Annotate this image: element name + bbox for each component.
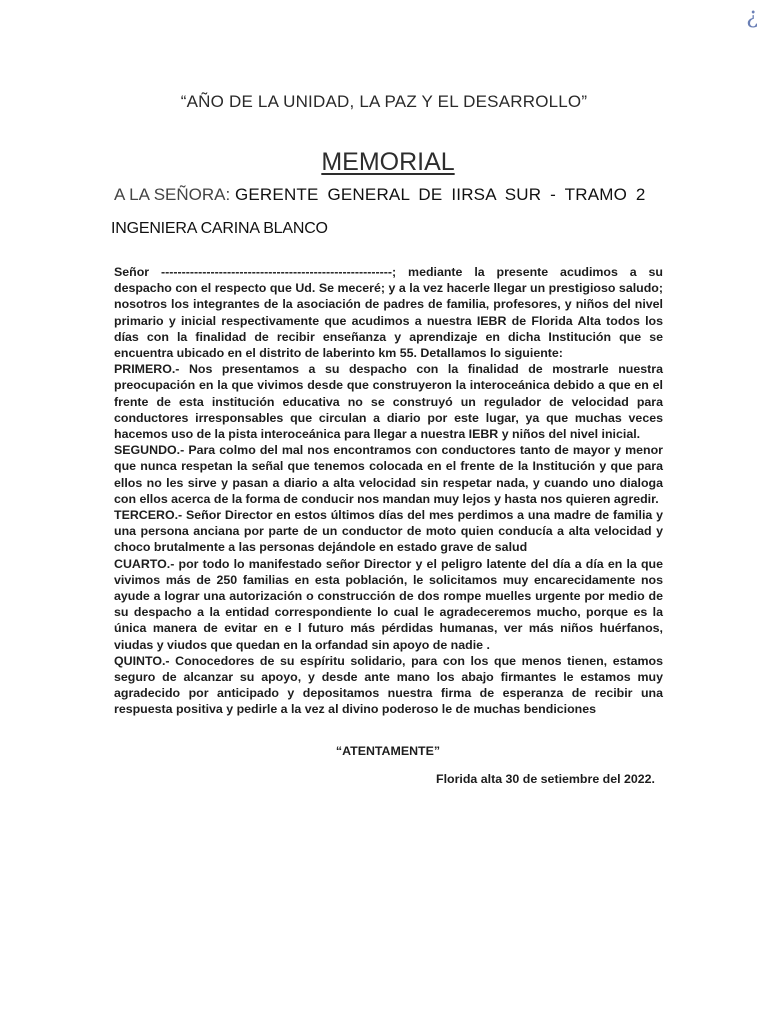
section-primero bbox=[114, 361, 663, 442]
addressee-target: GERENTE GENERAL DE IIRSA SUR - TRAMO 2 bbox=[234, 185, 646, 204]
corner-mark: ¿ bbox=[746, 4, 758, 29]
section-text: Para colmo del mal nos encontramos con conductores tanto de mayor y menor que nunca respetan la señal que tenemos colocada en el frente de la Institución y que para ellos no les sirve y pasan a diario a alta velocidad sin respetar nada, y cuando uno dialoga con ellos acerca de la forma de conducir nos mandan muy lejos y hasta nos quieren agredir. bbox=[114, 443, 663, 506]
recipient-name: INGENIERA CARINA BLANCO bbox=[111, 220, 328, 237]
year-motto: “AÑO DE LA UNIDAD, LA PAZ Y EL DESARROLLO” bbox=[180, 92, 588, 111]
letter-body bbox=[114, 264, 663, 718]
section-cuarto bbox=[114, 556, 663, 653]
section-text: Nos presentamos a su despacho con la finalidad de mostrarle nuestra preocupación en la que vivimos desde que construyeron la interoceánica debido a que en el frente de esta institución educativa no se construyó un regulador de velocidad para conductores irresponsables que circulan a diario por este lugar, ya que muchas veces hacemos uso de la pista interoceánica para llegar a nuestra IEBR y niños del nivel inicial. bbox=[114, 362, 663, 442]
section-emphasis: dos rompe muelles urgente bbox=[417, 589, 581, 604]
closing-salutation: “ATENTAMENTE” bbox=[335, 744, 441, 758]
section-segundo bbox=[114, 442, 663, 507]
section-quinto bbox=[114, 653, 663, 718]
document-title: MEMORIAL bbox=[321, 148, 455, 176]
addressee-line bbox=[114, 185, 646, 205]
section-heading: CUARTO.- bbox=[114, 556, 175, 571]
section-text: por todo lo manifestado señor Director y el peligro latente del día a día en la que vivimos más de 250 familias en esta población, le solicitamos muy encarecidamente nos ayude a lograr una autorización o construcción de bbox=[114, 556, 663, 604]
section-text: Señor Director en estos últimos días del mes perdimos a una madre de familia y una persona anciana por parte de un conductor de moto quien conducía a alta velocidad y choco brutalmente a las personas dejándole en estado grave de salud bbox=[114, 508, 663, 555]
section-tercero bbox=[114, 507, 663, 556]
intro-paragraph: Señor --------------------------------------------------------; mediante la presente acudimos a su despacho con el respecto que Ud. Se meceré; y a la vez hacerle llegar un prestigioso saludo; nosotros los integrantes de la asociación de padres de familia, profesores, y niños del nivel primario y inicial respectivamente que acudimos a nuestra IEBR de Florida Alta todos los días con la finalidad de recibir enseñanza y aprendizaje en dicha Institución que se encuentra ubicado en el distrito de laberinto km 55. Detallamos lo siguiente: bbox=[114, 265, 663, 361]
date-line: Florida alta 30 de setiembre del 2022. bbox=[436, 772, 656, 786]
addressee-prefix: A LA SEÑORA: bbox=[114, 185, 231, 204]
section-heading: PRIMERO.- bbox=[114, 362, 180, 377]
section-text: Conocedores de su espíritu solidario, para con los que menos tienen, estamos seguro de alcanzar su apoyo, y desde ante mano los abajo firmantes le estamos muy agradecido por anticipado y depositamos nuestra firma de esperanza de recibir una respuesta positiva y pedirle a la vez al divino poderoso le de muchas bendiciones bbox=[114, 653, 663, 717]
section-heading: SEGUNDO.- bbox=[114, 443, 185, 458]
section-heading: QUINTO.- bbox=[114, 653, 170, 668]
section-text: por medio de su despacho a la entidad correspondiente lo cual le agradeceremos mucho, porque es la única manera de evitar en e l futuro más pérdidas humanas, ver más niños huérfanos, viudas y viudos que quedan en la orfandad sin apoyo de nadie . bbox=[114, 589, 663, 652]
section-heading: TERCERO.- bbox=[114, 508, 183, 523]
